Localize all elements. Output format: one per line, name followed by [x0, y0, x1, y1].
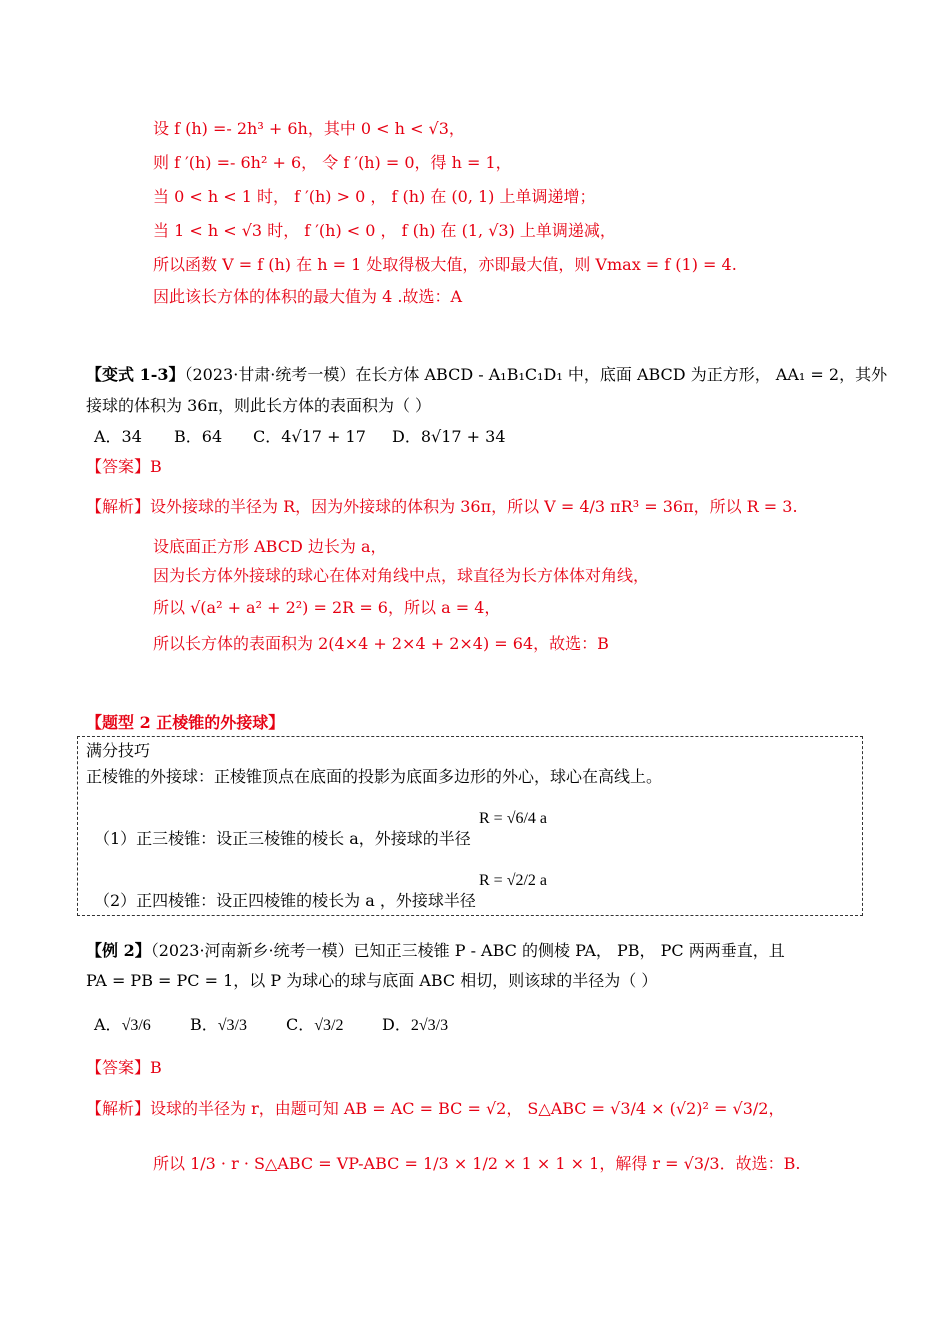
- solution-line-3: 当 0 < h < 1 时， f ′(h) > 0 ， f (h) 在 (0, 1) 上单调递增；: [153, 187, 596, 206]
- question-stem-line-1: [86, 364, 887, 386]
- section-title: 【题型 2 正棱锥的外接球】: [86, 713, 285, 732]
- tips-box: [77, 736, 863, 916]
- example-stem-line-2: PA = PB = PC = 1，以 P 为球心的球与底面 ABC 相切，则该球的半径为（ ）: [86, 971, 658, 990]
- option-d: D．8√17 + 34: [392, 427, 506, 446]
- solution-line-2: 则 f ′(h) =- 6h² + 6， 令 f ′(h) = 0，得 h = 1，: [153, 153, 512, 172]
- option-b: B．64: [174, 427, 223, 446]
- example-option-a: [94, 1014, 151, 1037]
- example-tag: 【例 2】: [86, 941, 151, 960]
- option-b-value: √3/3: [217, 1017, 247, 1034]
- example-answer-label: 【答案】B: [86, 1058, 162, 1077]
- solution-line-1: 设 f (h) =- 2h³ + 6h，其中 0 < h < √3，: [153, 119, 465, 138]
- example-option-d: [382, 1014, 448, 1037]
- example-source: （2023·河南新乡·统考一模）: [150, 941, 354, 960]
- option-c-value: √3/2: [314, 1017, 344, 1034]
- tips-line-1: 正棱锥的外接球：正棱锥顶点在底面的投影为底面多边形的外心，球心在高线上。: [86, 767, 663, 786]
- solution-line-6: 因此该长方体的体积的最大值为 4 .故选：A: [153, 287, 462, 306]
- example-option-c: [286, 1014, 343, 1037]
- example-analysis-line-1: 【解析】设球的半径为 r，由题可知 AB = AC = BC = √2， S△ABC = √3/4 × (√2)² = √3/2，: [86, 1099, 785, 1118]
- analysis-line-3: 因为长方体外接球的球心在体对角线中点，球直径为长方体体对角线，: [153, 566, 650, 585]
- option-b-label: B．: [190, 1015, 218, 1034]
- analysis-line-2: 设底面正方形 ABCD 边长为 a，: [153, 537, 387, 556]
- example-option-b: [190, 1014, 247, 1037]
- tips-formula-2: R = √2/2 a: [479, 872, 548, 889]
- tips-line-2: （1）正三棱锥：设正三棱锥的棱长 a，外接球的半径: [94, 829, 471, 848]
- option-d-label: D．: [382, 1015, 411, 1034]
- option-a-value: √3/6: [121, 1017, 151, 1034]
- option-c-label: C．: [286, 1015, 315, 1034]
- option-a-label: A．: [94, 1015, 122, 1034]
- analysis-line-5: 所以长方体的表面积为 2(4×4 + 2×4 + 2×4) = 64，故选：B: [153, 634, 609, 653]
- question-stem-line-2: 接球的体积为 36π，则此长方体的表面积为（ ）: [86, 396, 432, 415]
- question-source: （2023·甘肃·统考一模）: [184, 365, 356, 384]
- example-stem: 已知正三棱锥 P - ABC 的侧棱 PA， PB， PC 两两垂直，且: [353, 941, 785, 960]
- answer-label: 【答案】B: [86, 457, 162, 476]
- tips-line-3: （2）正四棱锥：设正四棱锥的棱长为 a ，外接球半径: [94, 891, 476, 910]
- solution-line-4: 当 1 < h < √3 时， f ′(h) < 0 ， f (h) 在 (1, √3) 上单调递减，: [153, 221, 616, 240]
- analysis-line-4: 所以 √(a² + a² + 2²) = 2R = 6，所以 a = 4，: [153, 598, 501, 617]
- analysis-line-1: 【解析】设外接球的半径为 R，因为外接球的体积为 36π，所以 V = 4/3 πR³ = 36π，所以 R = 3.: [86, 497, 798, 516]
- tips-formula-1: R = √6/4 a: [479, 810, 548, 827]
- option-c: C．4√17 + 17: [253, 427, 366, 446]
- option-a: A．34: [94, 427, 142, 446]
- solution-line-5: 所以函数 V = f (h) 在 h = 1 处取得极大值，亦即最大值，则 Vmax = f (1) = 4.: [153, 255, 737, 274]
- tips-title: 满分技巧: [86, 741, 151, 760]
- example-stem-line-1: [86, 940, 785, 962]
- option-d-value: 2√3/3: [410, 1017, 449, 1034]
- question-stem: 在长方体 ABCD - A₁B₁C₁D₁ 中，底面 ABCD 为正方形， AA₁ = 2，其外: [355, 365, 888, 384]
- example-analysis-line-2: 所以 1/3 · r · S△ABC = VP-ABC = 1/3 × 1/2 × 1 × 1 × 1，解得 r = √3/3．故选：B.: [153, 1154, 801, 1173]
- question-tag: 【变式 1-3】: [86, 365, 185, 384]
